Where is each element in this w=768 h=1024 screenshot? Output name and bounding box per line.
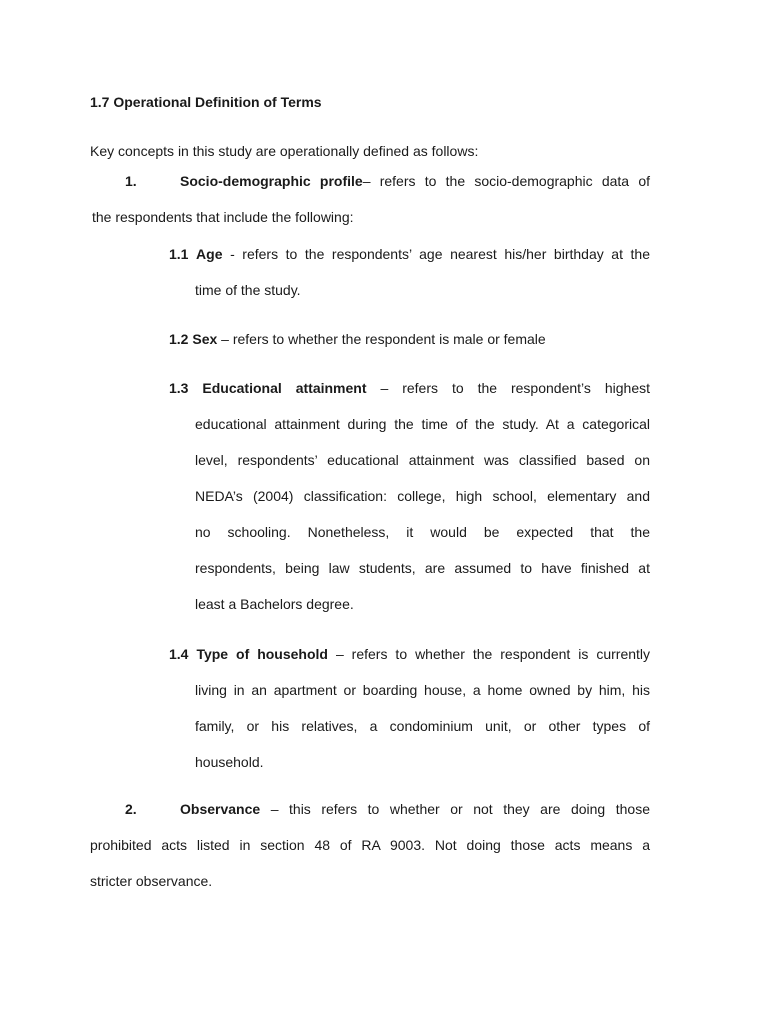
definition-text: educational attainment during the time of the study. At a categorical	[195, 416, 650, 432]
term-label: Age	[196, 246, 223, 262]
definition-item-1	[90, 163, 650, 235]
definition-text: living in an apartment or boarding house, a home owned by him, his	[195, 682, 650, 698]
section-heading: 1.7 Operational Definition of Terms	[90, 94, 322, 110]
subdefinition-age	[169, 236, 650, 308]
sub-number: 1.2	[169, 331, 189, 347]
definition-item-2	[90, 791, 650, 899]
subdefinition-first-line	[169, 236, 650, 272]
definition-text: – refers to the respondent’s highest	[366, 380, 650, 396]
definition-text: household.	[195, 754, 264, 770]
item-number: 1.	[125, 173, 137, 189]
definition-text: the respondents that include the following:	[92, 209, 354, 225]
definition-text: family, or his relatives, a condominium unit, or other types of	[195, 718, 650, 734]
definition-text: NEDA’s (2004) classification: college, high school, elementary and	[195, 488, 650, 504]
item-number: 2.	[125, 801, 137, 817]
definition-text: time of the study.	[195, 282, 301, 298]
definition-text: – refers to whether the respondent is male or female	[217, 331, 546, 347]
subdefinition-educational-attainment	[169, 370, 650, 622]
definition-text: - refers to the respondents’ age nearest his/her birthday at the	[222, 246, 650, 262]
subdefinition-continuation	[169, 272, 650, 308]
definition-item-2-first-line	[90, 791, 650, 827]
subdefinition-continuation	[169, 672, 650, 780]
subdefinition-first-line	[169, 321, 650, 357]
sub-number: 1.3	[169, 380, 189, 396]
subdefinition-first-line	[169, 636, 650, 672]
term-label: Socio-demographic profile	[180, 173, 363, 189]
sub-number: 1.4	[169, 646, 189, 662]
term-label: Type of household	[196, 646, 328, 662]
definition-text: – refers to the socio-demographic data of	[362, 173, 650, 189]
subdefinition-continuation	[169, 406, 650, 622]
subdefinition-first-line	[169, 370, 650, 406]
definition-text: – refers to whether the respondent is currently	[327, 646, 651, 662]
subdefinition-sex	[169, 321, 650, 357]
definition-text: stricter observance.	[90, 873, 213, 889]
definition-text: no schooling. Nonetheless, it would be expected that the	[195, 524, 650, 540]
definition-text: prohibited acts listed in section 48 of RA 9003. Not doing those acts means a	[90, 837, 650, 853]
definition-text: level, respondents’ educational attainment was classified based on	[195, 452, 650, 468]
definition-text: – this refers to whether or not they are doing those	[260, 801, 650, 817]
term-label: Observance	[180, 801, 261, 817]
term-label: Educational attainment	[202, 380, 367, 396]
sub-number: 1.1	[169, 246, 189, 262]
definition-item-1-first-line	[90, 163, 650, 199]
subdefinition-type-of-household	[169, 636, 650, 780]
intro-paragraph: Key concepts in this study are operationally defined as follows:	[90, 143, 479, 159]
definition-text: least a Bachelors degree.	[195, 596, 354, 612]
term-label: Sex	[192, 331, 218, 347]
definition-text: respondents, being law students, are assumed to have finished at	[195, 560, 650, 576]
